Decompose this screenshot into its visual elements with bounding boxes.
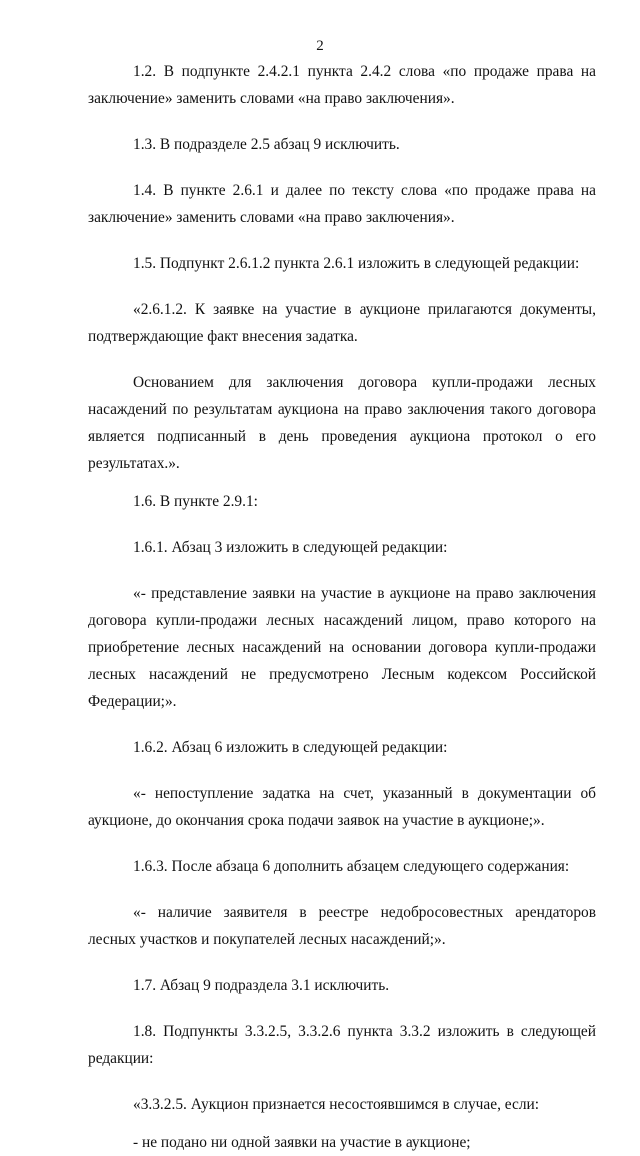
paragraph-1-3: 1.3. В подразделе 2.5 абзац 9 исключить. <box>133 136 400 153</box>
paragraph-1-8: 1.8. Подпункты 3.3.2.5, 3.3.2.6 пункта 3.3.2 изложить в следующей редакции: <box>88 1023 596 1067</box>
quote-basis-paragraph: Основанием для заключения договора купли-продажи лесных насаждений по результатам аукциона на право заключения такого договора является подписанный в день проведения аукциона протокол о его результатах.». <box>88 374 596 472</box>
quote-paragraph-6: «- непоступление задатка на счет, указанный в документации об аукционе, до окончания срока подачи заявок на участие в аукционе;». <box>88 785 596 829</box>
paragraph-1-6: 1.6. В пункте 2.9.1: <box>133 493 258 510</box>
paragraph-1-6-2: 1.6.2. Абзац 6 изложить в следующей редакции: <box>133 739 448 756</box>
quote-paragraph-3: «- представление заявки на участие в аукционе на право заключения договора купли-продажи лесных насаждений лицом, право которого на приобретение лесных насаждений на основании договора купли-продажи лесных насаждений не предусмотрено Лесным кодексом Российской Федерации;». <box>88 585 596 710</box>
paragraph-1-6-1: 1.6.1. Абзац 3 изложить в следующей редакции: <box>133 539 448 556</box>
quote-no-applications: - не подано ни одной заявки на участие в аукционе; <box>133 1134 471 1151</box>
paragraph-1-7: 1.7. Абзац 9 подраздела 3.1 исключить. <box>133 977 390 994</box>
quote-3-3-2-5: «3.3.2.5. Аукцион признается несостоявшимся в случае, если: <box>133 1096 540 1113</box>
paragraph-1-4: 1.4. В пункте 2.6.1 и далее по тексту слова «по продаже права на заключение» заменить словами «на право заключения». <box>88 182 596 226</box>
quote-2-6-1-2: «2.6.1.2. К заявке на участие в аукционе прилагаются документы, подтверждающие факт внесения задатка. <box>88 301 596 345</box>
page-number: 2 <box>316 38 324 54</box>
paragraph-1-6-3: 1.6.3. После абзаца 6 дополнить абзацем следующего содержания: <box>133 858 570 875</box>
document-body <box>88 58 596 1156</box>
paragraph-1-5: 1.5. Подпункт 2.6.1.2 пункта 2.6.1 изложить в следующей редакции: <box>133 255 580 272</box>
paragraph-1-2: 1.2. В подпункте 2.4.2.1 пункта 2.4.2 слова «по продаже права на заключение» заменить словами «на право заключения». <box>88 63 596 107</box>
quote-new-paragraph: «- наличие заявителя в реестре недобросовестных арендаторов лесных участков и покупателей лесных насаждений;». <box>88 904 596 948</box>
